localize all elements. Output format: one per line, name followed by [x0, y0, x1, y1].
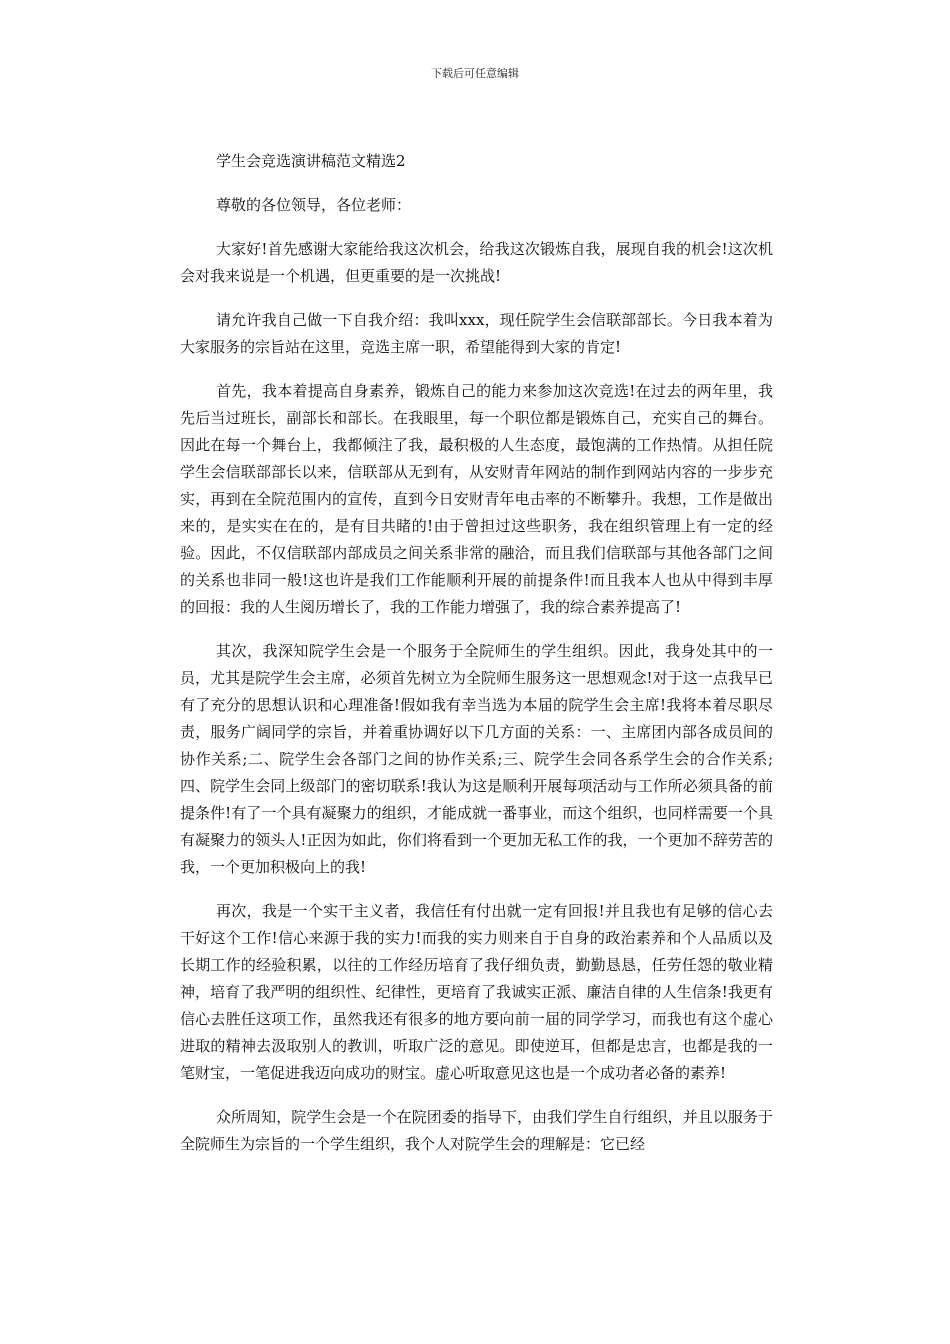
- page-header-note: 下载后可任意编辑: [431, 67, 519, 80]
- document-title: 学生会竞选演讲稿范文精选2: [216, 152, 406, 170]
- paragraph-third-point: 再次，我是一个实干主义者，我信任有付出就一定有回报!并且我也有足够的信心去干好这个工作!信心来源于我的实力!而我的实力则来自于自身的政治素养和个人品质以及长期工作的经验积累，以往的工作经历培育了我仔细负责，勤勤恳恳，任劳任怨的敬业精神，培育了我严明的组织性、纪律性，更培育了我诚实正派、廉洁自律的人生信条!我更有信心去胜任这项工作，虽然我还有很多的地方要向前一届的同学学习，而我也有这个虚心进取的精神去汲取别人的教训，听取广泛的意见。即使逆耳，但都是忠言，也都是我的一笔财宝，一笔促进我迈向成功的财宝。虚心听取意见这也是一个成功者必备的素养!: [180, 902, 773, 1082]
- paragraph-second-point: 其次，我深知院学生会是一个服务于全院师生的学生组织。因此，我身处其中的一员，尤其是院学生会主席，必须首先树立为全院师生服务这一思想观念!对于这一点我早已有了充分的思想认识和心理准备!假如我有幸当选为本届的院学生会主席!我将本着尽职尽责，服务广阔同学的宗旨，并着重协调好以下几方面的关系：一、主席团内部各成员间的协作关系;二、院学生会各部门之间的协作关系;三、院学生会同各系学生会的合作关系;四、院学生会同上级部门的密切联系!我认为这是顺利开展每项活动与工作所必须具备的前提条件!有了一个具有凝聚力的组织，才能成就一番事业，而这个组织，也同样需要一个具有凝聚力的领头人!正因为如此，你们将看到一个更加无私工作的我，一个更加不辞劳苦的我，一个更加积极向上的我!: [180, 642, 773, 876]
- salutation: 尊敬的各位领导，各位老师：: [216, 196, 412, 214]
- paragraph-fourth-point: 众所周知，院学生会是一个在院团委的指导下，由我们学生自行组织，并且以服务于全院师生为宗旨的一个学生组织，我个人对院学生会的理解是：它已经: [180, 1108, 773, 1153]
- paragraph-greeting: 大家好!首先感谢大家能给我这次机会，给我这次锻炼自我，展现自我的机会!这次机会对我来说是一个机遇，但更重要的是一次挑战!: [180, 240, 773, 285]
- paragraph-first-point: 首先，我本着提高自身素养，锻炼自己的能力来参加这次竞选!在过去的两年里，我先后当过班长，副部长和部长。在我眼里，每一个职位都是锻炼自己，充实自己的舞台。因此在每一个舞台上，我都倾注了我，最积极的人生态度，最饱满的工作热情。从担任院学生会信联部部长以来，信联部从无到有，从安财青年网站的制作到网站内容的一步步充实，再到在全院范围内的宣传，直到今日安财青年电击率的不断攀升。我想，工作是做出来的，是实实在在的，是有目共睹的!由于曾担过这些职务，我在组织管理上有一定的经验。因此，不仅信联部内部成员之间关系非常的融洽，而且我们信联部与其他各部门之间的关系也非同一般!这也许是我们工作能顺利开展的前提条件!而且我本人也从中得到丰厚的回报：我的人生阅历增长了，我的工作能力增强了，我的综合素养提高了!: [180, 382, 773, 616]
- document-body: [180, 148, 773, 1175]
- paragraph-introduction: 请允许我自己做一下自我介绍：我叫xxx，现任院学生会信联部部长。今日我本着为大家服务的宗旨站在这里，竞选主席一职，希望能得到大家的肯定!: [180, 311, 773, 356]
